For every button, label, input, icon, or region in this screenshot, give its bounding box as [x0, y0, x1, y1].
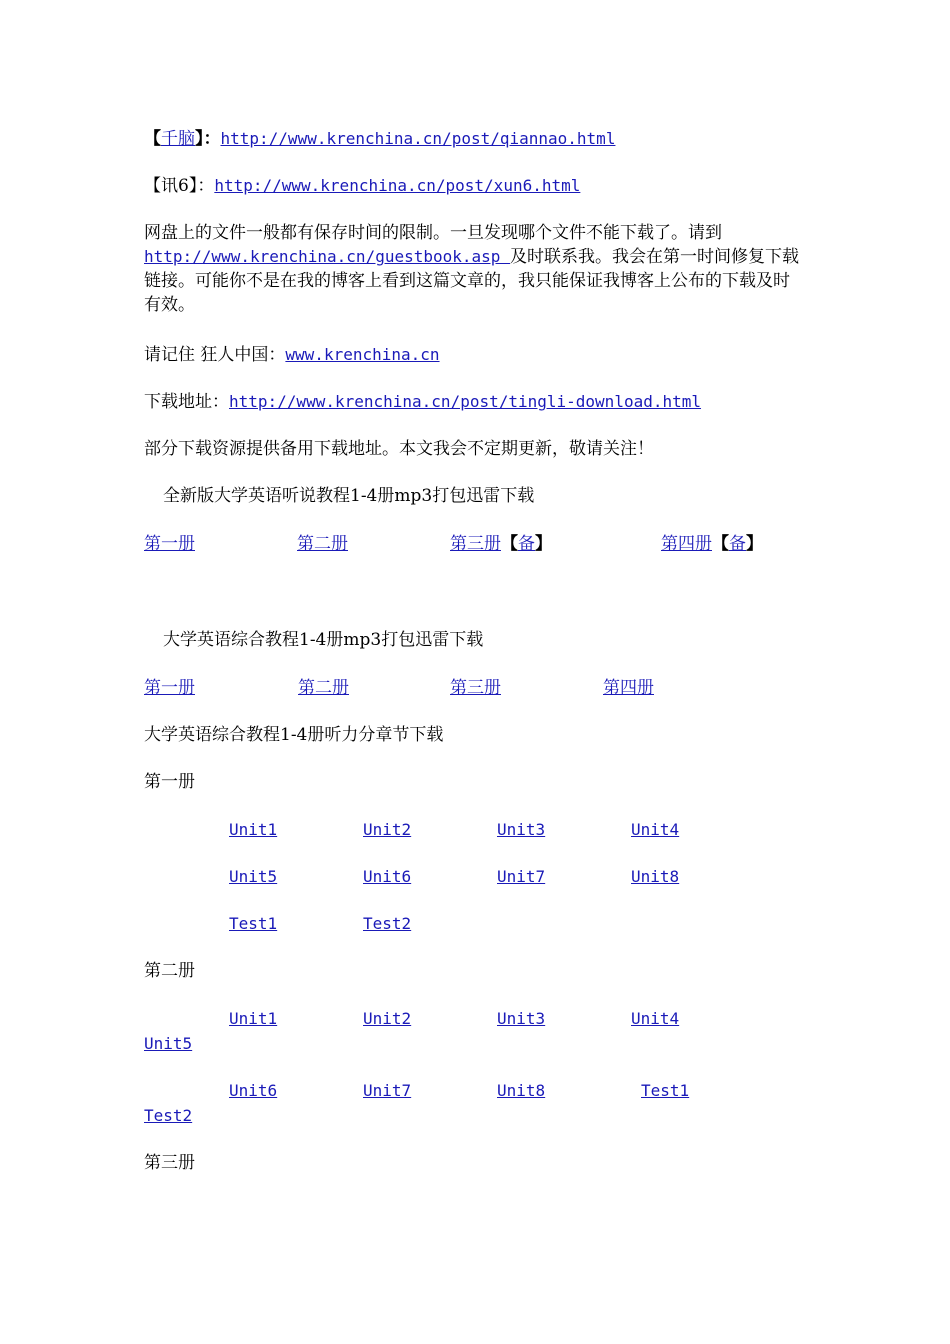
backup-bracket-open: 【: [501, 534, 518, 554]
home-link[interactable]: www.krenchina.cn: [285, 345, 440, 364]
section2-vol2-link[interactable]: 第二册: [298, 678, 349, 698]
backup-bracket-close: 】: [746, 534, 763, 554]
download-line: [144, 390, 701, 414]
remember-line: [144, 343, 440, 367]
section1-vol4-link[interactable]: 第四册: [661, 534, 712, 554]
section2-vol3-link[interactable]: 第三册: [450, 678, 501, 698]
download-link[interactable]: http://www.krenchina.cn/post/tingli-download.html: [229, 392, 702, 411]
section1-vol4-backup-link[interactable]: 备: [729, 534, 746, 554]
backup-bracket-close: 】: [535, 534, 552, 554]
section2-vol1-link[interactable]: 第一册: [144, 678, 195, 698]
xun6-line: [144, 174, 580, 198]
bracket-open: 【: [144, 129, 161, 149]
book2-unit5-link[interactable]: Unit5: [144, 1034, 193, 1053]
section3-title: 大学英语综合教程1-4册听力分章节下载: [144, 725, 444, 745]
book1-unit2-link[interactable]: Unit2: [363, 820, 412, 839]
backup-bracket-open: 【: [712, 534, 729, 554]
book2-unit2-link[interactable]: Unit2: [363, 1009, 412, 1028]
section2-title: 大学英语综合教程1-4册mp3打包迅雷下载: [163, 630, 484, 650]
xun6-label: 【讯6】：: [144, 176, 215, 196]
section1-vol2-link[interactable]: 第二册: [297, 534, 348, 554]
book2-unit3-link[interactable]: Unit3: [497, 1009, 546, 1028]
book2-unit4-link[interactable]: Unit4: [631, 1009, 680, 1028]
book2-test1-link[interactable]: Test1: [641, 1081, 690, 1100]
book1-test2-link[interactable]: Test2: [363, 914, 412, 933]
book1-test1-link[interactable]: Test1: [229, 914, 278, 933]
section1-vol3-group: [450, 532, 552, 556]
section2-vol4-link[interactable]: 第四册: [603, 678, 654, 698]
book1-unit5-link[interactable]: Unit5: [229, 867, 278, 886]
book1-unit7-link[interactable]: Unit7: [497, 867, 546, 886]
book1-unit1-link[interactable]: Unit1: [229, 820, 278, 839]
guestbook-link[interactable]: http://www.krenchina.cn/guestbook.asp: [144, 247, 511, 266]
section1-vol3-backup-link[interactable]: 备: [518, 534, 535, 554]
book2-label: 第二册: [144, 961, 195, 981]
book2-unit7-link[interactable]: Unit7: [363, 1081, 412, 1100]
book1-unit4-link[interactable]: Unit4: [631, 820, 680, 839]
update-note: 部分下载资源提供备用下载地址。本文我会不定期更新，敬请关注！: [144, 439, 654, 459]
book1-unit6-link[interactable]: Unit6: [363, 867, 412, 886]
book1-label: 第一册: [144, 772, 195, 792]
book1-unit8-link[interactable]: Unit8: [631, 867, 680, 886]
book2-unit1-link[interactable]: Unit1: [229, 1009, 278, 1028]
xun6-url-link[interactable]: http://www.krenchina.cn/post/xun6.html: [214, 176, 581, 195]
book2-unit6-link[interactable]: Unit6: [229, 1081, 278, 1100]
section1-vol3-link[interactable]: 第三册: [450, 534, 501, 554]
notice-paragraph: [144, 221, 804, 317]
remember-label: 请记住 狂人中国：: [144, 345, 286, 365]
book2-test2-link[interactable]: Test2: [144, 1106, 193, 1125]
qiannao-name-link[interactable]: 千脑: [161, 129, 195, 149]
qiannao-url-link[interactable]: http://www.krenchina.cn/post/qiannao.html: [220, 129, 616, 148]
section1-vol4-group: [641, 532, 763, 556]
notice-text-2: 及时联系我。我会在第一时间修复下载链接。可能你不是在我的博客上看到这篇文章的，我只能保证我博客上公布的下载及时有效。: [144, 247, 800, 315]
download-label: 下载地址：: [144, 392, 229, 412]
section1-title: 全新版大学英语听说教程1-4册mp3打包迅雷下载: [163, 486, 535, 506]
bracket-close: 】：: [195, 129, 221, 149]
notice-text-1: 网盘上的文件一般都有保存时间的限制。一旦发现哪个文件不能下载了。请到: [144, 223, 722, 243]
qiannao-line: [144, 127, 615, 151]
book1-unit3-link[interactable]: Unit3: [497, 820, 546, 839]
book3-label: 第三册: [144, 1153, 195, 1173]
section1-vol1-link[interactable]: 第一册: [144, 534, 195, 554]
book2-unit8-link[interactable]: Unit8: [497, 1081, 546, 1100]
